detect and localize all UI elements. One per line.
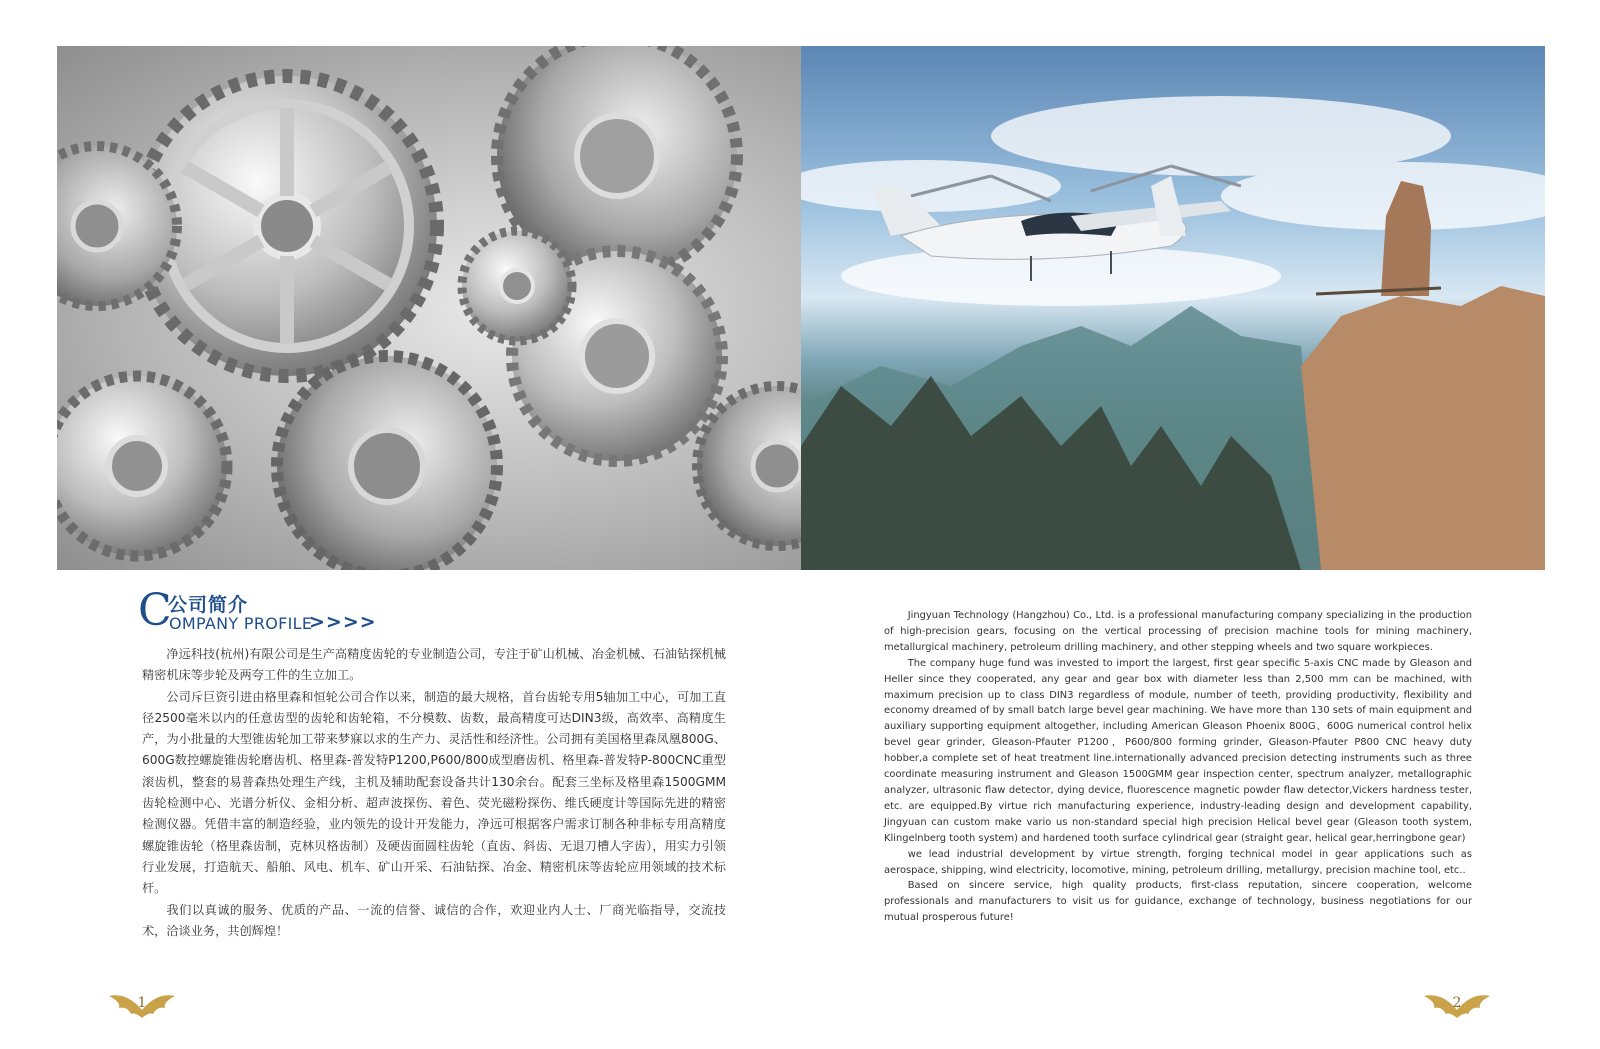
aircraft-illustration <box>801 46 1545 570</box>
page-number-right <box>1422 988 1492 1028</box>
section-heading <box>138 585 538 637</box>
gear-bottom-center <box>277 356 497 570</box>
page-number-left <box>107 988 177 1028</box>
page-number-left-label: 1 <box>137 995 147 1011</box>
heading-title-en: OMPANY PROFILE <box>169 614 313 633</box>
gear-right-edge <box>697 386 801 546</box>
company-profile-chinese <box>142 644 726 942</box>
cn-paragraph-2: 公司斥巨资引进由格里森和恒轮公司合作以来，制造的最大规格，首台齿轮专用5轴加工中心，可加工直径2500毫米以内的任意齿型的齿轮和齿轮箱，不分模数、齿数，最高精度可达DIN3级，高效率、高精度生产，为小批量的大型锥齿轮加工带来梦寐以求的生产力、灵活性和经济性。公司拥有美国格里森凤凰800G、600G数控螺旋锥齿轮磨齿机、格里森-普发特P1200,P600/800成型磨齿机、格里森-普发特P-800CNC重型滚齿机，整套的易普森热处理生产线，主机及辅助配套设备共计130余台。配套三坐标及格里森1500GMM齿轮检测中心、光谱分析仪、金相分析、超声波探伤、着色、荧光磁粉探伤、维氏硬度计等国际先进的精密检测仪器。凭借丰富的制造经验，业内领先的设计开发能力，净远可根据客户需求订制各种非标专用高精度螺旋锥齿轮（格里森齿制，克林贝格齿制）及硬齿面圆柱齿轮（直齿、斜齿、无退刀槽人字齿），用实力引领行业发展，打造航天、船舶、风电、机车、矿山开采、石油钻探、冶金、精密机床等齿轮应用领域的技术标杆。 <box>142 689 726 896</box>
gears-image <box>57 46 801 570</box>
heading-initial-letter: C <box>138 585 172 636</box>
en-paragraph-2: The company huge fund was invested to import the largest, first gear specific 5-axis CNC made by Gleason and Heller since they cooperated, any gear and gear box with diameter less than 2,500 mm can be machined, with maximum precision up to class DIN3 regardless of module, number of teeth, providing productivity, flexibility and economy dreamed of by small batch large bevel gear machining. We have more than 130 sets of main equipment and auxiliary supporting equipment altogether, including American Gleason Phoenix 800G、600G numerical control helix bevel gear grinder, Gleason-Pfauter P1200，P600/800 forming grinder, Gleason-Pfauter P800 CNC heavy duty hobber,a complete set of heat treatment line.internationally advanced precision detecting instruments such as three coordinate measuring instrument and Gleason 1500GMM gear inspection center, spectrum analyzer, metallographic analyzer, ultrasonic flaw detector, dying device, fluorescence magnetic powder flaw detector,Vickers hardness tester, etc. are equipped.By virtue rich manufacturing experience, industry-leading design and development capability, Jingyuan can custom make vario us non-standard special high precision Helical bevel gear (Gleason tooth system, Klingelnberg tooth system) and hardened tooth surface cylindrical gear (straight gear, helical gear,herringbone gear) <box>884 657 1472 844</box>
gear-small-center <box>462 231 572 341</box>
en-paragraph-3: we lead industrial development by virtue strength, forging technical model in gear applications such as aerospace, shipping, wind electricity, locomotive, mining, petroleum drilling, metallurgy, precision machine tool, etc.. <box>884 848 1472 876</box>
cn-paragraph-3: 我们以真诚的服务、优质的产品、一流的信誉、诚信的合作，欢迎业内人士、厂商光临指导，交流技术，洽谈业务，共创辉煌！ <box>142 902 726 938</box>
heading-title-cn: 公司简介 <box>168 594 249 616</box>
cliff <box>1301 286 1545 570</box>
gear-bottom-left <box>57 376 227 556</box>
en-paragraph-1: Jingyuan Technology (Hangzhou) Co., Ltd. is a professional manufacturing company specializing in the production of high-precision gears, focusing on the vertical processing of precision machine tools for mining machinery, metallurgical machinery, petroleum drilling machinery, and other stepping wheels and two square workpieces. <box>884 610 1472 653</box>
en-paragraph-4: Based on sincere service, high quality products, first-class reputation, sincere cooperation, welcome professionals and manufacturers to visit us for guidance, exchange of technology, business negotiations for our mutual prosperous future! <box>884 880 1472 924</box>
cn-paragraph-1: 净远科技(杭州)有限公司是生产高精度齿轮的专业制造公司，专注于矿山机械、冶金机械、石油钻探机械 精密机床等步轮及两夸工件的生立加工。 <box>142 647 726 683</box>
aircraft-mountain-image <box>801 46 1545 570</box>
gears-illustration <box>57 46 801 570</box>
hero-banner <box>57 46 1545 570</box>
company-profile-english <box>884 608 1472 926</box>
gear-left <box>57 146 177 306</box>
page-number-right-label: 2 <box>1452 995 1462 1011</box>
heading-arrows: >>>> <box>309 611 377 633</box>
